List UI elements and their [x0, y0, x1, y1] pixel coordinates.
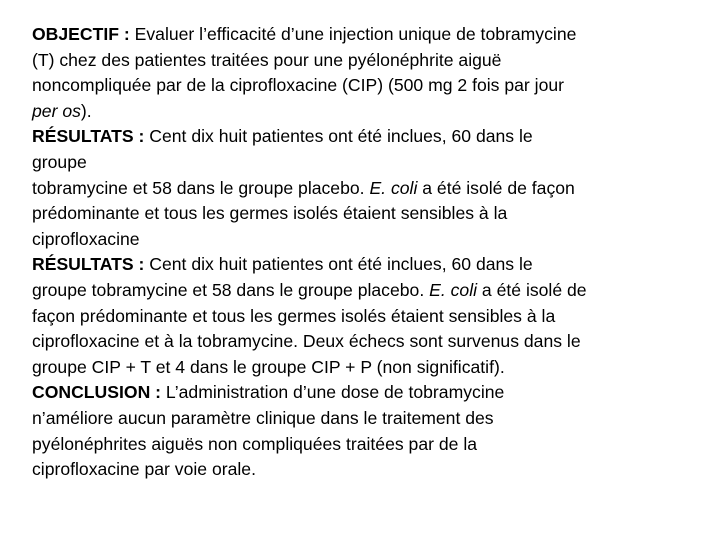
italic-term: E. coli: [429, 279, 478, 300]
italic-term: per os: [32, 100, 81, 121]
text-run: L’administration d’une dose de tobramycine: [165, 382, 505, 403]
text-line: [32, 457, 704, 483]
text-run: groupe CIP + T et 4 dans le groupe CIP + P (non significatif).: [32, 356, 505, 377]
section-heading: CONCLUSION :: [32, 382, 166, 403]
text-line: [32, 406, 704, 432]
text-run: a été isolé de façon: [417, 177, 575, 198]
text-line: [32, 48, 704, 74]
text-line: [32, 304, 704, 330]
text-line: [32, 278, 704, 304]
text-run: (T) chez des patientes traitées pour une pyélonéphrite aiguë: [32, 49, 502, 70]
section-heading: RÉSULTATS :: [32, 126, 150, 147]
text-run: Cent dix huit patientes ont été inclues, 60 dans le: [149, 126, 533, 147]
text-line: [32, 124, 704, 150]
text-run: a été isolé de: [477, 279, 587, 300]
text-run: ciprofloxacine: [32, 228, 140, 249]
text-line: [32, 329, 704, 355]
text-run: ciprofloxacine par voie orale.: [32, 459, 256, 480]
text-line: [32, 176, 704, 202]
text-line: [32, 99, 704, 125]
text-run: Evaluer l’efficacité d’une injection unique de tobramycine: [134, 24, 577, 44]
text-line: [32, 355, 704, 381]
text-line: [32, 22, 704, 48]
text-line: [32, 150, 704, 176]
text-run: Cent dix huit patientes ont été inclues, 60 dans le: [149, 254, 533, 275]
text-line: [32, 73, 704, 99]
text-run: tobramycine et 58 dans le groupe placebo.: [32, 177, 370, 198]
text-run: façon prédominante et tous les germes isolés étaient sensibles à la: [32, 305, 556, 326]
text-run: pyélonéphrites aiguës non compliquées traitées par de la: [32, 433, 478, 454]
text-line: [32, 432, 704, 458]
text-run: ).: [80, 100, 92, 121]
text-run: ciprofloxacine et à la tobramycine. Deux échecs sont survenus dans le: [32, 331, 581, 352]
section-heading: RÉSULTATS :: [32, 254, 150, 275]
text-line: [32, 227, 704, 253]
text-line: [32, 201, 704, 227]
text-line: [32, 380, 704, 406]
text-line: [32, 252, 704, 278]
italic-term: E. coli: [369, 177, 418, 198]
text-run: groupe tobramycine et 58 dans le groupe placebo.: [32, 279, 430, 300]
section-heading: OBJECTIF :: [32, 24, 135, 44]
text-run: n’améliore aucun paramètre clinique dans le traitement des: [32, 407, 494, 428]
abstract-text-block: [32, 22, 704, 483]
text-run: noncompliquée par de la ciprofloxacine (CIP) (500 mg 2 fois par jour: [32, 75, 564, 96]
text-run: groupe: [32, 151, 87, 172]
text-run: prédominante et tous les germes isolés étaient sensibles à la: [32, 203, 508, 224]
